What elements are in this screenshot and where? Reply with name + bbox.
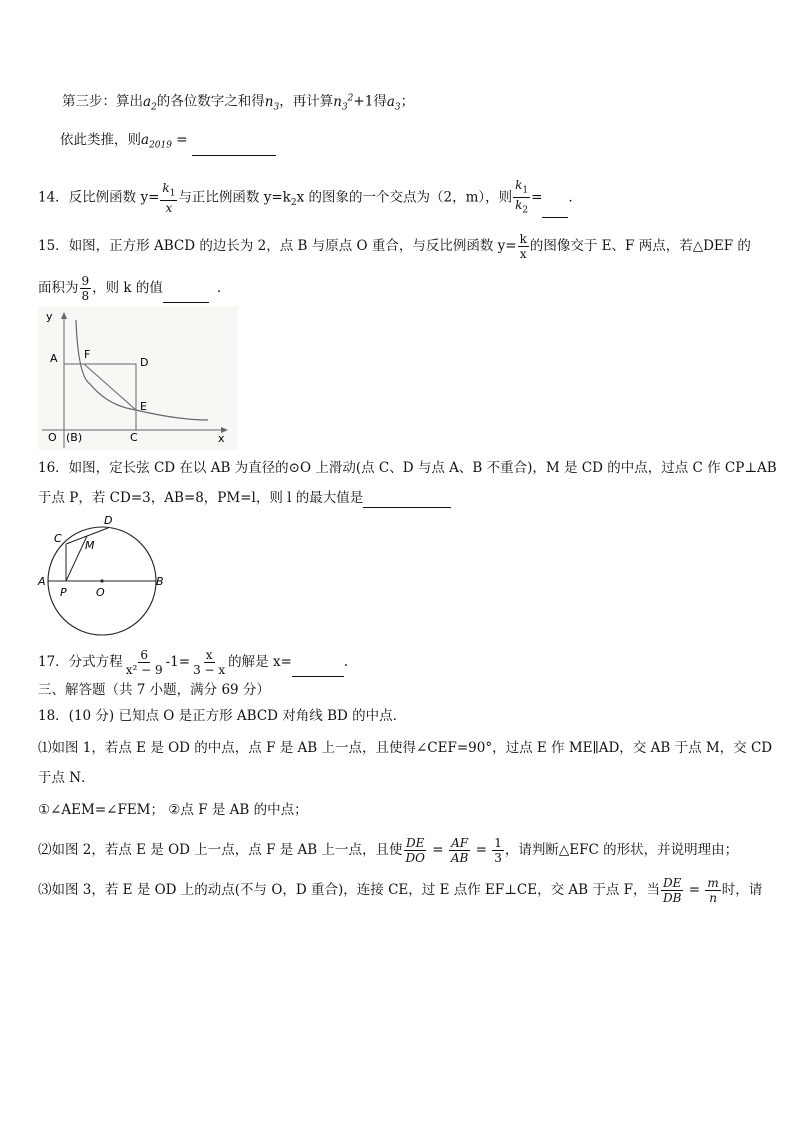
step3-n3: $n_3$	[264, 93, 280, 113]
q14-frac1: $\frac{k_1}{x}$	[162, 180, 176, 216]
q18-frac-m-n: $\frac{m}{n}$	[707, 876, 719, 905]
fig-label-c: C	[54, 532, 62, 545]
q15-text2: 的图像交于 E、F 两点，若△DEF 的	[529, 238, 751, 254]
fig-label-d: D	[104, 514, 113, 527]
step3-plus: +1	[353, 93, 374, 110]
q17-frac1: $\frac{6}{\text{x² − 9}}$	[125, 648, 163, 677]
step3-mid2: ，再计算	[279, 93, 334, 110]
q18-frac-one-third: $\frac{1}{3}$	[494, 836, 502, 865]
q18-part2-tail: ，请判断△EFC 的形状，并说明理由；	[504, 842, 739, 858]
infer-eq: =	[171, 132, 192, 148]
q18-part2: ⑵如图 2，若点 E 是 OD 上一点，点 F 是 AB 上一点，且使 $\frac{DE}{DO}$ = $\frac{AF}{AB}$ = $\frac{1}{3}$ ，请判断△EFC 的形状，并说明理由；	[38, 836, 739, 865]
q17-line	[38, 648, 348, 677]
q18-part1-line1: ⑴如图 1，若点 E 是 OD 的中点，点 F 是 AB 上一点，且使得∠CEF=90°，过点 E 作 ME∥AD，交 AB 于点 M，交 CD	[38, 740, 773, 756]
answer-blank[interactable]	[542, 203, 568, 218]
q14-period: ．	[568, 189, 582, 206]
q18-frac-de-do: $\frac{DE}{DO}$	[405, 836, 425, 865]
fig-label-m: M	[85, 539, 95, 552]
q14-number: 14．	[38, 189, 69, 206]
q16-line2	[38, 488, 451, 508]
answer-blank[interactable]	[292, 662, 344, 677]
fig-label-a: A	[38, 575, 46, 588]
q14-line	[38, 178, 582, 218]
q15-number: 15．	[38, 238, 69, 254]
step3-mid1: 的各位数字之和得	[156, 93, 265, 110]
q15-line1	[38, 232, 751, 261]
q18-intro: 18．(10 分) 已知点 O 是正方形 ABCD 对角线 BD 的中点．	[38, 708, 407, 724]
step3-line	[62, 88, 414, 117]
q16-figure	[36, 514, 172, 638]
fig-label-b: (B)	[66, 431, 83, 444]
q14-text2: 与正比例函数 y=k	[178, 189, 291, 206]
fig-label-x: x	[218, 432, 225, 445]
answer-blank[interactable]	[192, 141, 276, 156]
q18-part1-items: ①∠AEM=∠FEM； ②点 F 是 AB 的中点；	[38, 802, 308, 818]
fig-label-o: O	[96, 586, 105, 599]
fig-label-b: B	[156, 575, 164, 588]
step3-a3: $a_3$	[386, 93, 401, 113]
q15-figure	[38, 306, 238, 450]
fig-label-y: y	[46, 310, 53, 323]
infer-a2019: $a_{2019}$	[141, 132, 172, 151]
fig-label-f: F	[84, 348, 91, 361]
q15-frac-k-x: $\frac{k}{x}$	[519, 232, 527, 261]
q18-frac-af-ab: $\frac{AF}{AB}$	[450, 836, 469, 865]
q17-frac2: $\frac{x}{3 - x}$	[193, 648, 226, 677]
fig-label-e: E	[140, 400, 147, 413]
answer-blank[interactable]	[363, 493, 451, 508]
q15-text4: ，则 k 的值	[92, 280, 163, 296]
q14-eq: =	[531, 189, 543, 206]
step3-expr: $n_3^2$	[333, 93, 354, 113]
fig-label-a: A	[50, 352, 58, 365]
fig-label-p: P	[60, 586, 67, 599]
q15-line2	[38, 274, 230, 303]
q16-line1: 16．如图，定长弦 CD 在以 AB 为直径的⊙O 上滑动(点 C、D 与点 A、B 不重合)，M 是 CD 的中点，过点 C 作 CP⊥AB	[38, 460, 777, 476]
q17-text1: 17．分式方程	[38, 654, 123, 670]
infer-prefix: 依此类推，则	[60, 132, 141, 148]
q17-period: .	[343, 654, 349, 670]
q18-frac-de-db: $\frac{DE}{DB}$	[663, 876, 682, 905]
fig-label-d: D	[140, 356, 149, 369]
q18-part3: ⑶如图 3，若 E 是 OD 上的动点(不与 O，D 重合)，连接 CE，过 E 点作 EF⊥CE，交 AB 于点 F，当 $\frac{DE}{DB}$ = $\frac{m}{n}$ 时，请	[38, 876, 763, 905]
answer-blank[interactable]	[163, 288, 209, 303]
fig-label-c: C	[130, 431, 138, 444]
q15-text1: 如图，正方形 ABCD 的边长为 2，点 B 与原点 O 重合，与反比例函数 y=	[68, 238, 517, 254]
step3-prefix: 第三步：算出	[62, 93, 143, 110]
q17-text2: -1=	[165, 654, 191, 670]
q15-text3: 面积为	[38, 280, 79, 296]
step3-a2: $a_2$	[143, 93, 157, 113]
fig-label-o: O	[48, 431, 57, 444]
step3-mid3: 得	[373, 93, 387, 110]
q15-period: ．	[216, 280, 231, 296]
q18-part3-text: ⑶如图 3，若 E 是 OD 上的动点(不与 O，D 重合)，连接 CE，过 E 点作 EF⊥CE，交 AB 于点 F，当	[38, 882, 661, 898]
infer-line	[60, 130, 276, 156]
q17-text3: 的解是 x=	[228, 654, 292, 670]
step3-end: ；	[400, 93, 415, 110]
q18-part3-tail: 时，请	[721, 882, 763, 898]
q18-part2-text: ⑵如图 2，若点 E 是 OD 上一点，点 F 是 AB 上一点，且使	[38, 842, 403, 858]
q14-text3: x 的图象的一个交点为（2，m），则	[296, 189, 513, 206]
q16-text2: 于点 P，若 CD=3，AB=8，PM=l，则 l 的最大值是	[38, 490, 364, 506]
q14-k2-sub: 2	[290, 198, 297, 209]
section-heading: 三、解答题（共 7 小题，满分 69 分）	[38, 682, 270, 698]
q14-frac2: $\frac{k_1}{k_2}$	[515, 178, 529, 216]
q18-part1-line2: 于点 N．	[38, 770, 95, 786]
q14-text1: 反比例函数 y=	[68, 189, 160, 206]
q15-area-frac: $\frac{9}{8}$	[81, 274, 90, 303]
